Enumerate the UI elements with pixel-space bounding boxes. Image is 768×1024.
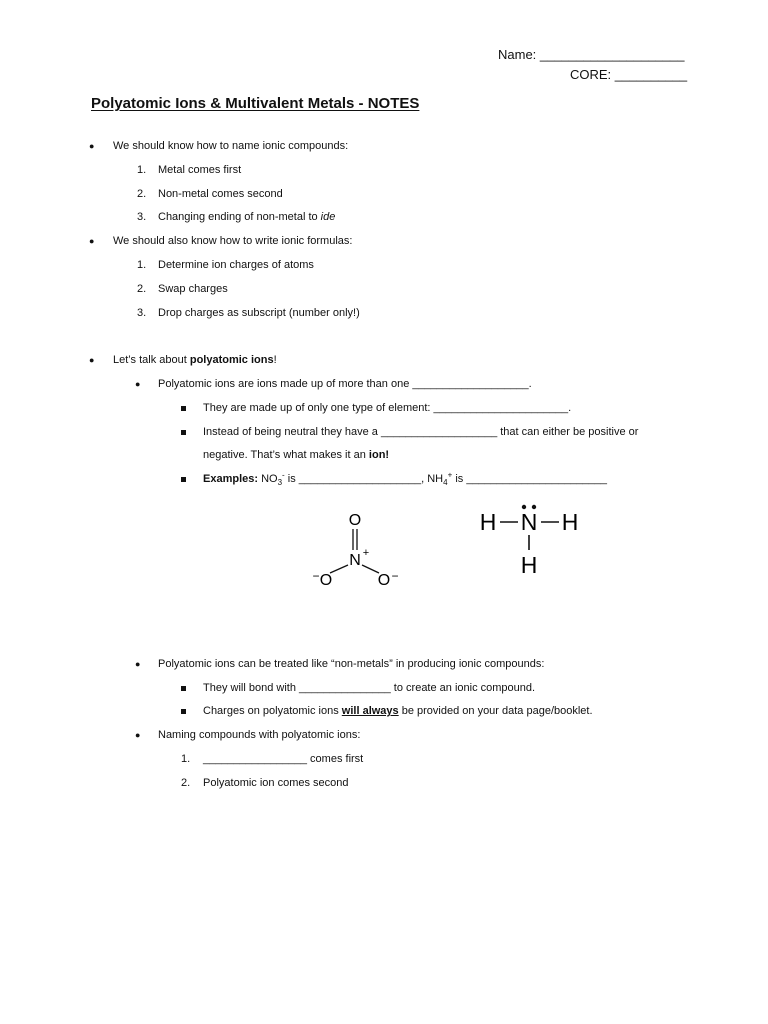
step-text (158, 210, 335, 224)
oxygen-top-label: O (348, 512, 362, 529)
examples-mid: is ____________________, NH (284, 473, 444, 485)
core-field (570, 67, 687, 83)
step-text: Determine ion charges of atoms (158, 259, 314, 271)
nitrate-subscript: 3 (277, 478, 283, 488)
nitrate-charge: - (282, 470, 285, 480)
intro-punct: ! (273, 354, 277, 366)
bullet-icon: ● (89, 355, 95, 365)
hydrogen-left-label: H (479, 509, 497, 535)
oxygen-left-label: O (319, 572, 333, 589)
square-bullet-icon (181, 472, 186, 486)
nitrogen-label: N (349, 552, 361, 569)
nitrate-structure-diagram (300, 500, 410, 595)
detail-text-part: negative. That’s what makes it an (203, 449, 369, 461)
step-number: 2. (137, 188, 147, 200)
square-bullet-icon (181, 425, 186, 439)
detail-text-part: Charges on polyatomic ions (203, 705, 342, 717)
ammonium-charge: + (447, 470, 453, 480)
square-bullet-icon (181, 681, 186, 695)
page-title: Polyatomic Ions & Multivalent Metals - NOTES (91, 95, 420, 112)
nitrate-formula: NO (258, 473, 278, 485)
intro-text: Let’s talk about (113, 354, 190, 366)
name-blank[interactable]: ____________________ (539, 47, 685, 62)
detail-text (203, 704, 593, 718)
step-text: Swap charges (158, 283, 228, 295)
ammonia-lewis-diagram (470, 498, 590, 580)
step-number: 3. (137, 307, 147, 319)
nitrogen-charge: + (362, 547, 370, 559)
step-text: _________________ comes first (203, 753, 364, 765)
step-number: 1. (137, 164, 147, 176)
step-text-italic: ide (320, 211, 336, 223)
examples-line (203, 472, 607, 486)
step-text: Metal comes first (158, 164, 242, 176)
section1-intro: We should know how to name ionic compounds: (113, 140, 349, 152)
bullet-icon: ● (135, 659, 141, 669)
step-text: Polyatomic ion comes second (203, 777, 349, 789)
name-field (498, 47, 685, 63)
bullet-icon: ● (89, 141, 95, 151)
square-bullet-icon (181, 401, 186, 415)
hydrogen-bottom-label: H (520, 552, 538, 578)
step-number: 1. (181, 753, 191, 765)
name-label: Name: (498, 47, 537, 62)
detail-text-bold: ion! (368, 449, 390, 461)
section2-intro: We should also know how to write ionic formulas: (113, 235, 353, 247)
step-number: 2. (137, 283, 147, 295)
oxygen-right-label: O (377, 572, 391, 589)
step-number: 3. (137, 211, 147, 223)
core-blank[interactable]: __________ (614, 67, 688, 82)
section3-intro (113, 353, 277, 367)
sub-bullet-text: Polyatomic ions are ions made up of more than one ___________________. (158, 378, 532, 390)
examples-end: is _______________________ (452, 473, 608, 485)
detail-text-cont (203, 448, 389, 462)
examples-label: Examples: (203, 473, 259, 485)
bullet-icon: ● (89, 236, 95, 246)
intro-bold: polyatomic ions (189, 354, 274, 366)
bullet-icon: ● (135, 379, 141, 389)
detail-text: Instead of being neutral they have a ___________________ that can either be positive or (203, 426, 639, 438)
list-item (137, 163, 146, 177)
step-text-main: Changing ending of non-metal to (158, 211, 321, 223)
step-number: 2. (181, 777, 191, 789)
detail-text-part: be provided on your data page/booklet. (398, 705, 593, 717)
ammonium-subscript: 4 (443, 478, 448, 488)
single-bond-line (362, 565, 379, 573)
single-bond-line (330, 565, 348, 573)
detail-text-emphasis: will always (341, 705, 399, 717)
hydrogen-right-label: H (561, 509, 579, 535)
square-bullet-icon (181, 704, 186, 718)
detail-text: They will bond with _______________ to create an ionic compound. (203, 682, 536, 694)
sub-bullet-text: Naming compounds with polyatomic ions: (158, 729, 361, 741)
oxygen-right-charge: − (391, 569, 399, 583)
bullet-icon: ● (135, 730, 141, 740)
step-text: Drop charges as subscript (number only!) (158, 307, 360, 319)
step-text: Non-metal comes second (158, 188, 283, 200)
sub-bullet-text: Polyatomic ions can be treated like “non-metals” in producing ionic compounds: (158, 658, 545, 670)
detail-text: They are made up of only one type of element: ______________________. (203, 402, 572, 414)
core-label: CORE: (570, 67, 612, 82)
step-number: 1. (137, 259, 147, 271)
oxygen-left-charge: − (312, 569, 320, 583)
nitrogen-label: N (520, 509, 538, 535)
